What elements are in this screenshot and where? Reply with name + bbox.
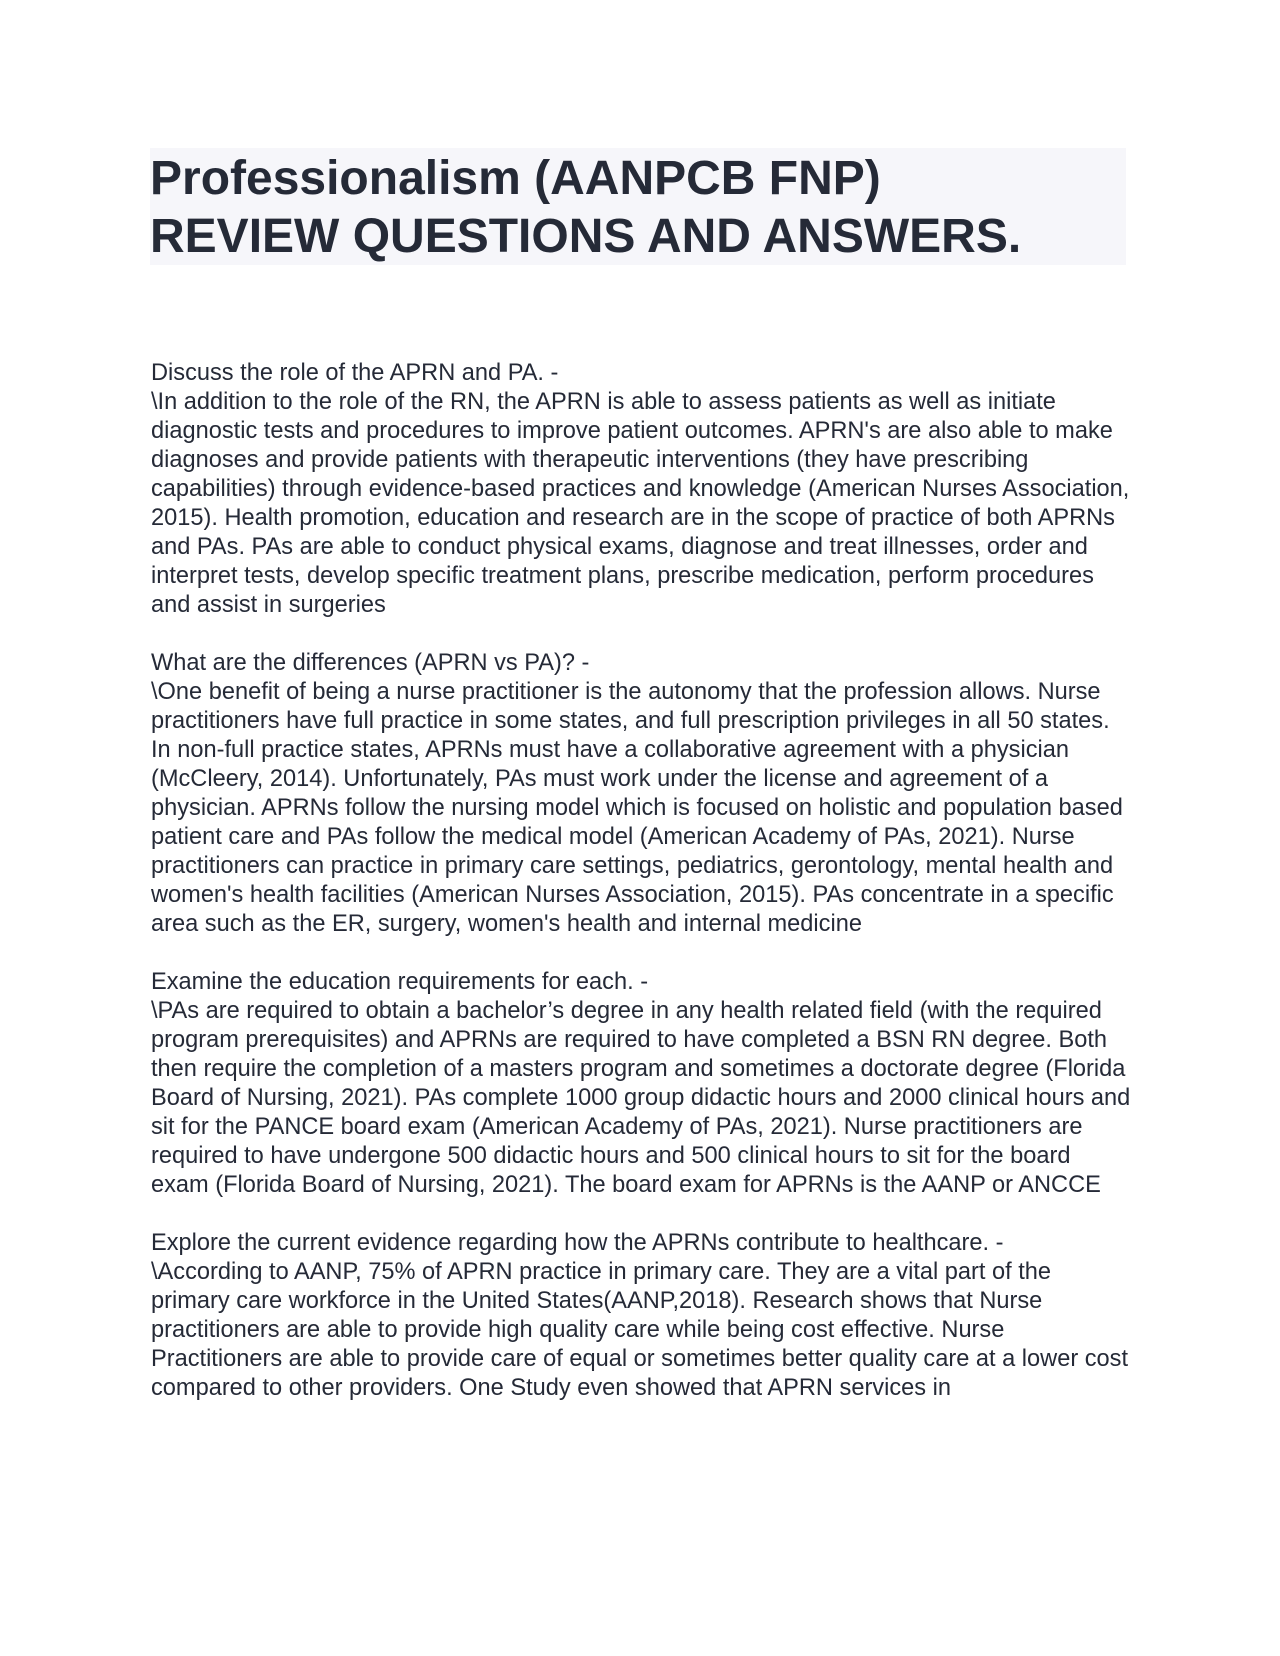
answer: \According to AANP, 75% of APRN practice in primary care. They are a vital part of the primary care workforce in the United States(AANP,2018). Research shows that Nurse practitioners are able to provide high quality care while being cost effective. Nurse Practitioners are able to provide care of equal or sometimes better quality care at a lower cost compared to other providers. One Study even showed that APRN services in [151, 1259, 1128, 1401]
answer: \One benefit of being a nurse practitioner is the autonomy that the profession allows. Nurse practitioners have full practice in some states, and full prescription privileges in all 50 states. In non-full practice states, APRNs must have a collaborative agreement with a physician (McCleery, 2014). Unfortunately, PAs must work under the license and agreement of a physician. APRNs follow the nursing model which is focused on holistic and population based patient care and PAs follow the medical model (American Academy of PAs, 2021). Nurse practitioners can practice in primary care settings, pediatrics, gerontology, mental health and women's health facilities (American Nurses Association, 2015). PAs concentrate in a specific area such as the ER, surgery, women's health and internal medicine [151, 679, 1123, 937]
answer: \PAs are required to obtain a bachelor’s degree in any health related field (with the required program prerequisites) and APRNs are required to have completed a BSN RN degree. Both then require the completion of a masters program and sometimes a doctorate degree (Florida Board of Nursing, 2021). PAs complete 1000 group didactic hours and 2000 clinical hours and sit for the PANCE board exam (American Academy of PAs, 2021). Nurse practitioners are required to have undergone 500 didactic hours and 500 clinical hours to sit for the board exam (Florida Board of Nursing, 2021). The board exam for APRNs is the AANP or ANCCE [151, 998, 1131, 1198]
question: What are the differences (APRN vs PA)? - [151, 650, 590, 676]
answer: \In addition to the role of the RN, the APRN is able to assess patients as well as initiate diagnostic tests and procedures to improve patient outcomes. APRN's are also able to make diagnoses and provide patients with therapeutic interventions (they have prescribing capabilities) through evidence-based practices and knowledge (American Nurses Association, 2015). Health promotion, education and research are in the scope of practice of both APRNs and PAs. PAs are able to conduct physical exams, diagnose and treat illnesses, order and interpret tests, develop specific treatment plans, prescribe medication, perform procedures and assist in surgeries [151, 389, 1130, 618]
document-title [150, 150, 1126, 266]
qa-item [151, 649, 1131, 939]
document-body [151, 359, 1131, 1432]
title-line-1: Professionalism (AANPCB FNP) [150, 152, 881, 205]
qa-item [151, 1229, 1131, 1403]
question: Discuss the role of the APRN and PA. - [151, 360, 559, 386]
qa-item [151, 968, 1131, 1200]
question: Explore the current evidence regarding how the APRNs contribute to healthcare. - [151, 1230, 1004, 1256]
title-line-2: REVIEW QUESTIONS AND ANSWERS. [150, 210, 1022, 263]
question: Examine the education requirements for each. - [151, 969, 649, 995]
qa-item [151, 359, 1131, 620]
